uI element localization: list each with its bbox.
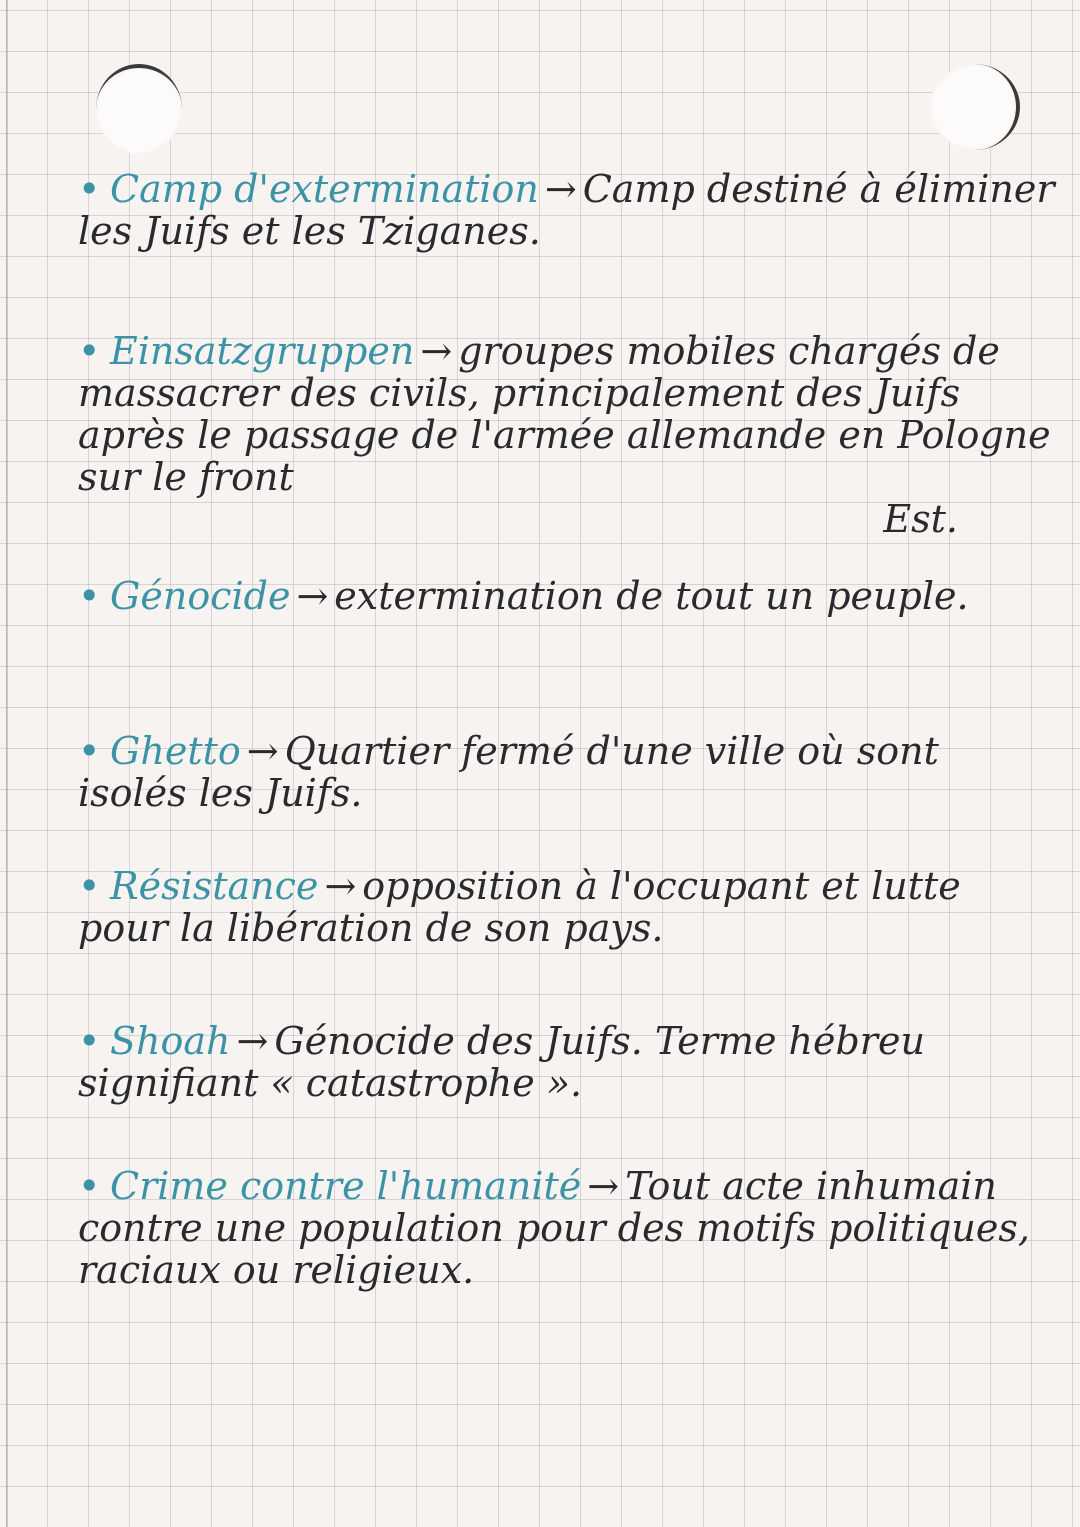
entry-definition: Tout acte inhumain contre une population pour des motifs politiques, raciaux ou religieux. <box>78 1164 1030 1292</box>
entry-ghetto <box>78 730 1058 814</box>
bullet-icon: • <box>78 574 101 618</box>
arrow-icon: → <box>324 864 357 908</box>
entry-term: Einsatzgruppen <box>110 329 415 373</box>
arrow-icon: → <box>296 574 329 618</box>
binder-hole-left <box>96 64 182 154</box>
arrow-icon: → <box>587 1164 620 1208</box>
entry-genocide <box>78 575 1058 617</box>
binder-hole-right <box>930 64 1020 150</box>
entry-definition: Quartier fermé d'une ville où sont isolés les Juifs. <box>78 729 939 815</box>
entry-crime-contre-humanite <box>78 1165 1058 1291</box>
arrow-icon: → <box>236 1019 269 1063</box>
entry-definition: opposition à l'occupant et lutte pour la libération de son pays. <box>78 864 961 950</box>
entry-term: Camp d'extermination <box>110 167 539 211</box>
bullet-icon: • <box>78 1164 101 1208</box>
entry-term: Résistance <box>110 864 319 908</box>
entry-definition: extermination de tout un peuple. <box>334 574 969 618</box>
bullet-icon: • <box>78 864 101 908</box>
entry-einsatzgruppen <box>78 330 1058 540</box>
entry-resistance <box>78 865 1058 949</box>
bullet-icon: • <box>78 329 101 373</box>
entry-term: Shoah <box>110 1019 231 1063</box>
entry-term: Génocide <box>110 574 291 618</box>
entry-definition: Camp destiné à éliminer les Juifs et les Tziganes. <box>78 167 1055 253</box>
entry-definition: groupes mobiles chargés de massacrer des civils, principalement des Juifs après le passage de l'armée allemande en Pologne sur le front <box>78 329 1051 499</box>
margin-line <box>6 0 8 1527</box>
entry-definition-end: Est. <box>883 497 958 541</box>
entry-term: Ghetto <box>110 729 241 773</box>
arrow-icon: → <box>246 729 279 773</box>
arrow-icon: → <box>420 329 453 373</box>
entry-definition: Génocide des Juifs. Terme hébreu signifiant « catastrophe ». <box>78 1019 925 1105</box>
bullet-icon: • <box>78 167 101 211</box>
entry-shoah <box>78 1020 1058 1104</box>
bullet-icon: • <box>78 1019 101 1063</box>
entry-camp-extermination <box>78 168 1058 252</box>
arrow-icon: → <box>544 167 577 211</box>
bullet-icon: • <box>78 729 101 773</box>
entry-term: Crime contre l'humanité <box>110 1164 582 1208</box>
